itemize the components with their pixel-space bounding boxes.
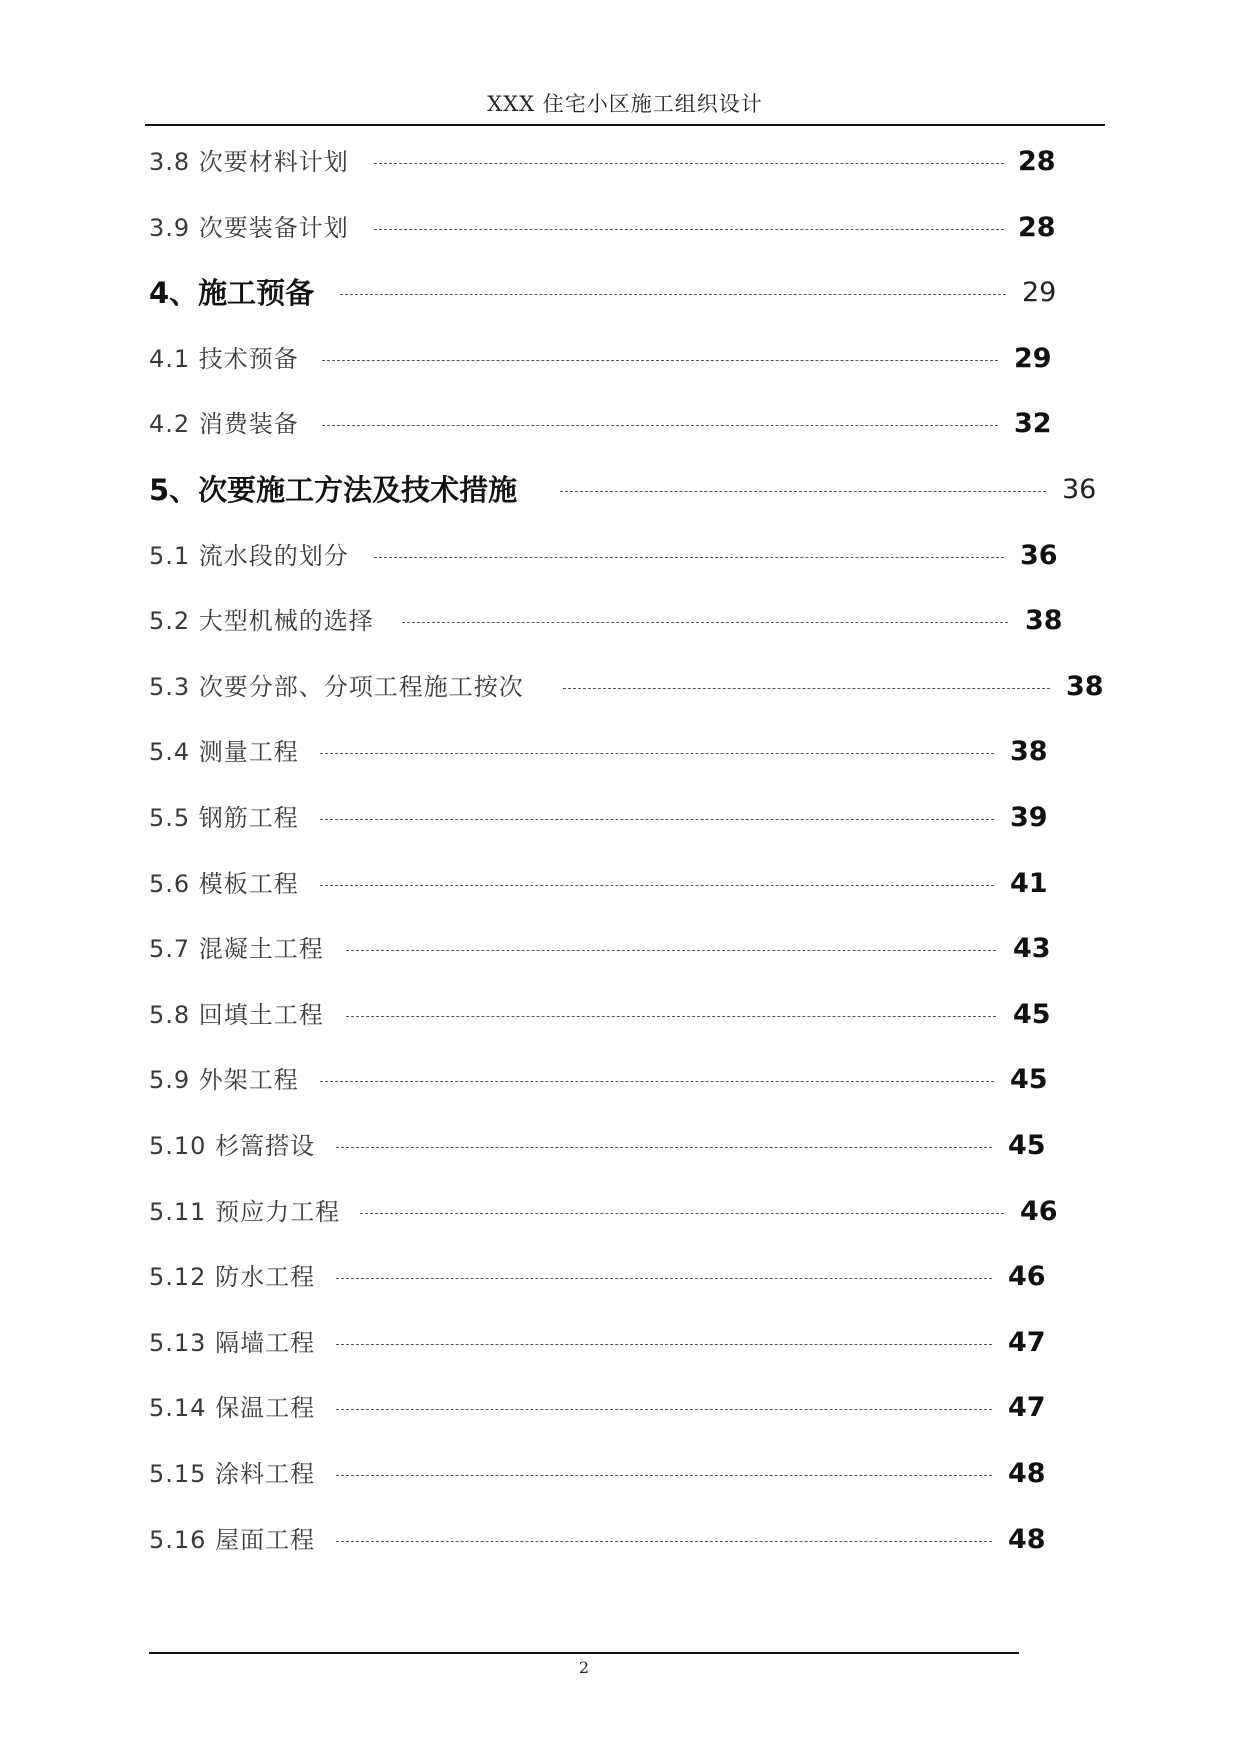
toc-entry-title: 5.15 涂料工程 bbox=[149, 1460, 316, 1488]
toc-page-number: 29 bbox=[1014, 343, 1052, 374]
toc-entry-title: 5.10 杉篙搭设 bbox=[149, 1132, 316, 1160]
toc-dot-leader bbox=[360, 1213, 1004, 1214]
toc-entry-title: 5.6 模板工程 bbox=[149, 870, 299, 898]
toc-entry-title: 5.7 混凝土工程 bbox=[149, 935, 324, 963]
toc-dot-leader bbox=[374, 229, 1004, 230]
toc-page-number: 38 bbox=[1025, 605, 1063, 636]
toc-entry[interactable] bbox=[0, 995, 1241, 1035]
toc-entry-title: 4.2 消费装备 bbox=[149, 410, 299, 438]
toc-page-number: 45 bbox=[1008, 1130, 1046, 1161]
toc-dot-leader bbox=[336, 1147, 992, 1148]
toc-entry-title: 5.12 防水工程 bbox=[149, 1263, 316, 1291]
toc-dot-leader bbox=[336, 1278, 992, 1279]
toc-page-number: 47 bbox=[1008, 1327, 1046, 1358]
toc-entry-title: 4、施工预备 bbox=[149, 276, 315, 310]
toc-dot-leader bbox=[340, 294, 1006, 295]
footer-rule bbox=[149, 1652, 1019, 1654]
toc-entry[interactable] bbox=[0, 864, 1241, 904]
toc-page-number: 45 bbox=[1013, 999, 1051, 1030]
toc-entry-title: 5.2 大型机械的选择 bbox=[149, 607, 374, 635]
toc-chapter-entry[interactable] bbox=[0, 470, 1241, 510]
toc-entry[interactable] bbox=[0, 208, 1241, 248]
toc-dot-leader bbox=[560, 491, 1046, 492]
toc-entry[interactable] bbox=[0, 339, 1241, 379]
toc-entry-title: 5、次要施工方法及技术措施 bbox=[149, 473, 518, 507]
toc-page-number: 46 bbox=[1020, 1196, 1058, 1227]
toc-page-number: 43 bbox=[1013, 933, 1051, 964]
toc-dot-leader bbox=[336, 1409, 992, 1410]
toc-entry[interactable] bbox=[0, 1388, 1241, 1428]
toc-entry[interactable] bbox=[0, 1060, 1241, 1100]
toc-dot-leader bbox=[336, 1475, 992, 1476]
toc-page-number: 46 bbox=[1008, 1261, 1046, 1292]
page-number: 2 bbox=[578, 1658, 590, 1677]
toc-entry[interactable] bbox=[0, 404, 1241, 444]
toc-entry-title: 5.14 保温工程 bbox=[149, 1394, 316, 1422]
toc-entry[interactable] bbox=[0, 798, 1241, 838]
toc-entry-title: 5.5 钢筋工程 bbox=[149, 804, 299, 832]
toc-entry-title: 3.8 次要材料计划 bbox=[149, 148, 349, 176]
toc-dot-leader bbox=[346, 950, 996, 951]
toc-page-number: 36 bbox=[1020, 540, 1058, 571]
toc-dot-leader bbox=[336, 1344, 992, 1345]
toc-entry-title: 5.8 回填土工程 bbox=[149, 1001, 324, 1029]
toc-entry-title: 5.9 外架工程 bbox=[149, 1066, 299, 1094]
toc-entry[interactable] bbox=[0, 1192, 1241, 1232]
toc-entry-title: 5.3 次要分部、分项工程施工按次 bbox=[149, 673, 524, 701]
toc-chapter-entry[interactable] bbox=[0, 273, 1241, 313]
toc-page-number: 41 bbox=[1010, 868, 1048, 899]
toc-dot-leader bbox=[322, 425, 998, 426]
toc-entry[interactable] bbox=[0, 732, 1241, 772]
toc-entry-title: 5.16 屋面工程 bbox=[149, 1526, 316, 1554]
header-rule bbox=[145, 124, 1105, 126]
toc-page-number: 47 bbox=[1008, 1392, 1046, 1423]
toc-entry-title: 5.1 流水段的划分 bbox=[149, 542, 349, 570]
toc-page-number: 28 bbox=[1018, 212, 1056, 243]
toc-dot-leader bbox=[320, 819, 994, 820]
toc-dot-leader bbox=[374, 163, 1004, 164]
toc-entry[interactable] bbox=[0, 667, 1241, 707]
toc-entry-title: 5.4 测量工程 bbox=[149, 738, 299, 766]
toc-entry[interactable] bbox=[0, 929, 1241, 969]
toc-entry[interactable] bbox=[0, 1257, 1241, 1297]
toc-entry[interactable] bbox=[0, 1454, 1241, 1494]
toc-dot-leader bbox=[346, 1016, 996, 1017]
toc-entry-title: 3.9 次要装备计划 bbox=[149, 214, 349, 242]
toc-page-number: 48 bbox=[1008, 1458, 1046, 1489]
toc-dot-leader bbox=[320, 885, 994, 886]
toc-entry-title: 5.11 预应力工程 bbox=[149, 1198, 341, 1226]
toc-entry-title: 4.1 技术预备 bbox=[149, 345, 299, 373]
toc-dot-leader bbox=[563, 688, 1050, 689]
toc-dot-leader bbox=[374, 557, 1004, 558]
toc-dot-leader bbox=[320, 1081, 994, 1082]
toc-entry[interactable] bbox=[0, 1520, 1241, 1560]
toc-dot-leader bbox=[320, 753, 994, 754]
toc-page-number: 29 bbox=[1022, 277, 1057, 308]
toc-dot-leader bbox=[322, 360, 998, 361]
toc-page-number: 48 bbox=[1008, 1524, 1046, 1555]
toc-dot-leader bbox=[402, 622, 1008, 623]
toc-page-number: 36 bbox=[1062, 474, 1097, 505]
toc-entry[interactable] bbox=[0, 601, 1241, 641]
toc-page-number: 39 bbox=[1010, 802, 1048, 833]
toc-page-number: 38 bbox=[1066, 671, 1104, 702]
toc-entry[interactable] bbox=[0, 536, 1241, 576]
page-header-title: XXX 住宅小区施工组织设计 bbox=[487, 92, 763, 116]
toc-dot-leader bbox=[336, 1541, 992, 1542]
toc-entry[interactable] bbox=[0, 1323, 1241, 1363]
toc-page-number: 45 bbox=[1010, 1064, 1048, 1095]
toc-entry[interactable] bbox=[0, 142, 1241, 182]
toc-page-number: 38 bbox=[1010, 736, 1048, 767]
toc-entry-title: 5.13 隔墙工程 bbox=[149, 1329, 316, 1357]
toc-page-number: 32 bbox=[1014, 408, 1052, 439]
toc-entry[interactable] bbox=[0, 1126, 1241, 1166]
toc-page-number: 28 bbox=[1018, 146, 1056, 177]
